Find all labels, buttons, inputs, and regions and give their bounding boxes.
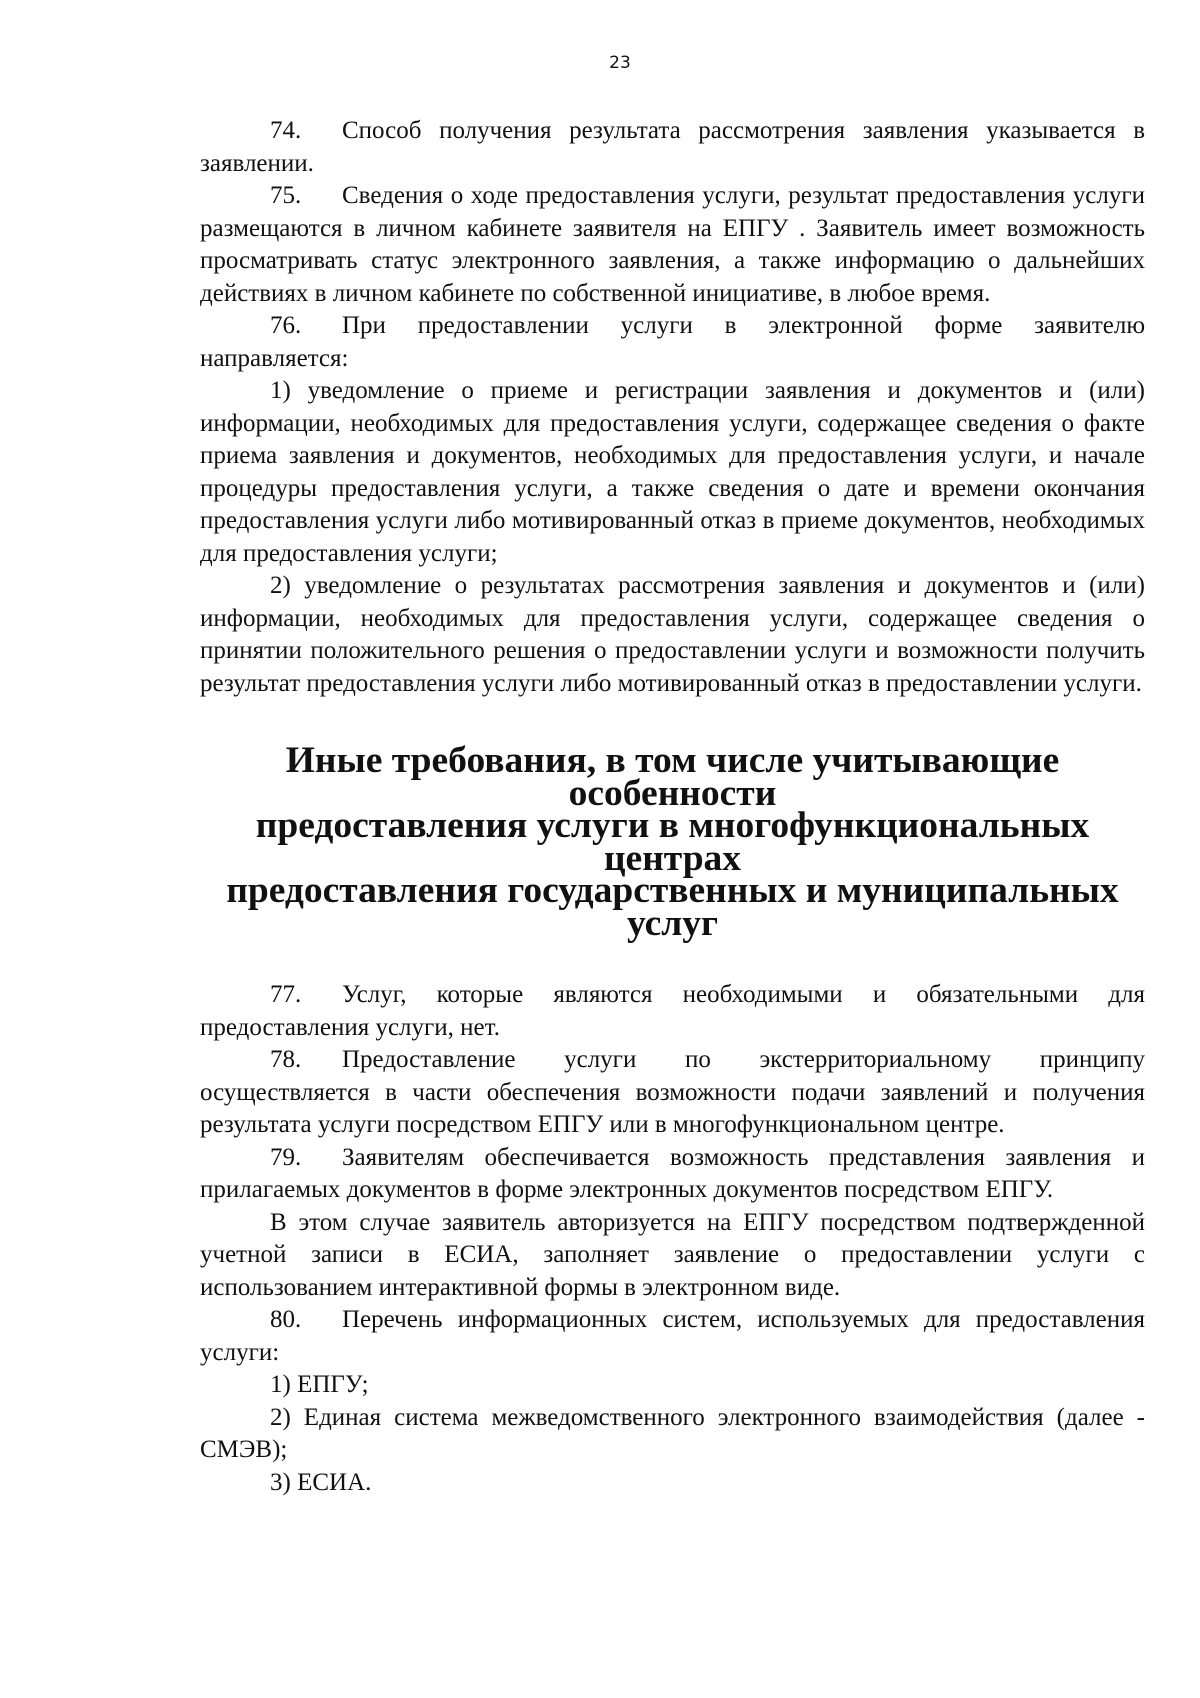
paragraph-79-continuation — [200, 1207, 1145, 1305]
paragraph-79 — [200, 1142, 1145, 1207]
paragraph-text: Перечень информационных систем, используемых для предоставления услуги: — [200, 1306, 1145, 1366]
paragraph-number: 76. — [270, 312, 302, 339]
list-item-text: 2) Единая система межведомственного электронного взаимодействия (далее - СМЭВ); — [200, 1403, 1145, 1463]
heading-line: предоставления государственных и муниципальных услуг — [226, 870, 1119, 944]
paragraph-number: 80. — [270, 1306, 302, 1333]
list-item-text: 1) уведомление о приеме и регистрации заявления и документов и (или) информации, необходимых для предоставления услуги, содержащее сведения о факте приема заявления и документов, необходимых для предоставления услуги, и начале процедуры предоставления услуги, а также сведения о дате и времени окончания предоставления услуги либо мотивированный отказ в приеме документов, необходимых для предоставления услуги; — [200, 377, 1145, 567]
paragraph-77 — [200, 979, 1145, 1044]
paragraph-76 — [200, 310, 1145, 375]
paragraph-number: 79. — [270, 1143, 302, 1171]
list-item-76-1 — [200, 375, 1145, 570]
list-item-76-2 — [200, 570, 1145, 700]
paragraph-text: Услуг, которые являются необходимыми и обязательными для предоставления услуги, нет. — [200, 981, 1145, 1041]
paragraph-text: Заявителям обеспечивается возможность представления заявления и прилагаемых документов в форме электронных документов посредством ЕПГУ. — [200, 1143, 1145, 1203]
paragraph-number: 75. — [270, 182, 302, 209]
paragraph-number: 74. — [270, 117, 302, 144]
paragraph-text: Сведения о ходе предоставления услуги, результат предоставления услуги размещаются в личном кабинете заявителя на ЕПГУ . Заявитель имеет возможность просматривать статус электронного заявления, а также информацию о дальнейших действиях в личном кабинете по собственной инициативе, в любое время. — [200, 182, 1145, 307]
paragraph-74 — [200, 115, 1145, 180]
paragraph-text: При предоставлении услуги в электронной форме заявителю направляется: — [200, 312, 1145, 372]
paragraph-number: 78. — [270, 1046, 302, 1073]
paragraph-80 — [200, 1304, 1145, 1369]
paragraph-75 — [200, 180, 1145, 310]
list-item-80-3 — [200, 1467, 1145, 1500]
list-item-80-1 — [200, 1369, 1145, 1402]
paragraph-number: 77. — [270, 981, 302, 1008]
page-number: 23 — [609, 53, 631, 73]
list-item-80-2 — [200, 1402, 1145, 1467]
paragraph-78 — [200, 1044, 1145, 1142]
paragraph-text: Предоставление услуги по экстерриториальному принципу осуществляется в части обеспечения возможности подачи заявлений и получения результата услуги посредством ЕПГУ или в многофункциональном центре. — [200, 1046, 1145, 1138]
section-heading — [200, 700, 1145, 979]
heading-line: Иные требования, в том числе учитывающие особенности — [285, 740, 1060, 814]
paragraph-text: В этом случае заявитель авторизуется на ЕПГУ посредством подтвержденной учетной записи в ЕСИА, заполняет заявление о предоставлении услуги с использованием интерактивной формы в электронном виде. — [200, 1208, 1145, 1301]
list-item-text: 2) уведомление о результатах рассмотрения заявления и документов и (или) информации, необходимых для предоставления услуги, содержащее сведения о принятии положительного решения о предоставлении услуги и возможности получить результат предоставления услуги либо мотивированный отказ в предоставлении услуги. — [200, 572, 1145, 697]
list-item-text: 1) ЕПГУ; — [270, 1371, 369, 1398]
document-body — [200, 115, 1145, 1499]
paragraph-text: Способ получения результата рассмотрения заявления указывается в заявлении. — [200, 117, 1145, 177]
list-item-text: 3) ЕСИА. — [270, 1468, 372, 1496]
heading-line: предоставления услуги в многофункциональных центрах — [255, 805, 1090, 879]
